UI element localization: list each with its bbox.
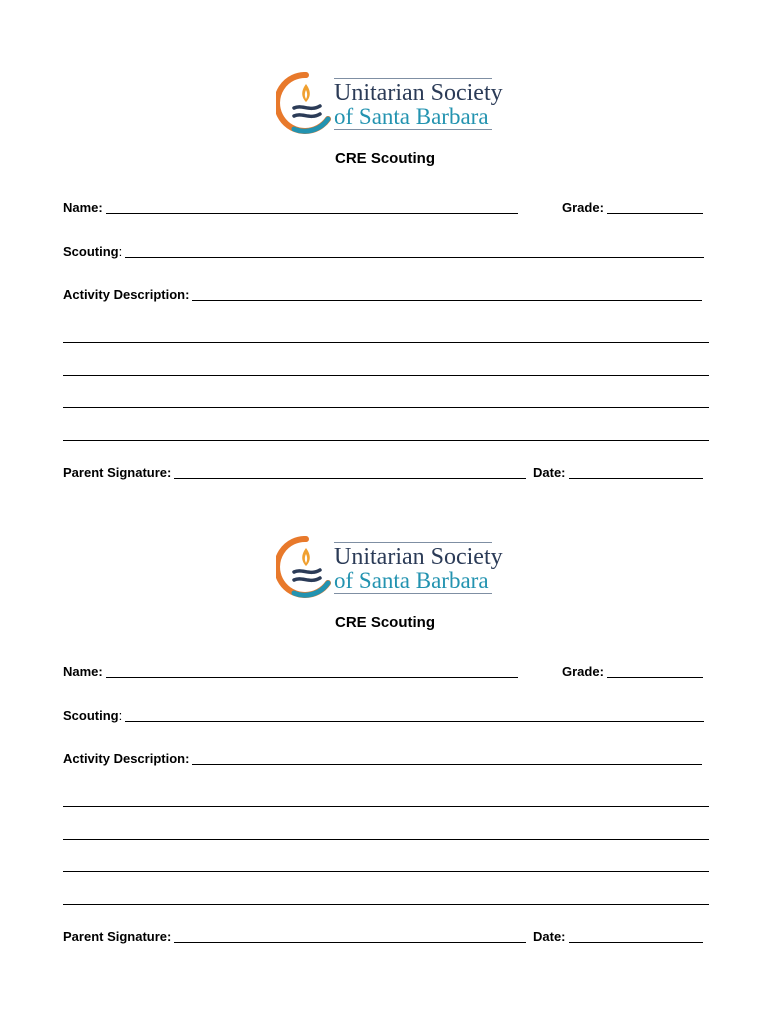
writing-line[interactable] <box>63 375 709 376</box>
date-blank[interactable] <box>569 930 703 943</box>
grade-blank[interactable] <box>607 665 703 678</box>
activity-field <box>63 287 702 302</box>
form-2 <box>0 536 770 1006</box>
form-title: CRE Scouting <box>335 150 435 167</box>
chalice-logo-icon <box>276 536 336 598</box>
scouting-label: Scouting: <box>63 708 123 723</box>
grade-blank[interactable] <box>607 201 703 214</box>
parent-signature-blank[interactable] <box>174 466 526 479</box>
writing-line[interactable] <box>63 871 709 872</box>
name-label: Name: <box>63 664 103 679</box>
name-blank[interactable] <box>106 201 518 214</box>
logo-text-line2: of Santa Barbara <box>334 104 489 129</box>
name-label: Name: <box>63 200 103 215</box>
parent-signature-label: Parent Signature: <box>63 929 172 944</box>
logo-rule-bottom <box>334 129 492 130</box>
logo-text-line1: Unitarian Society <box>334 80 503 106</box>
parent-signature-blank[interactable] <box>174 930 526 943</box>
date-label: Date: <box>533 465 566 480</box>
activity-blank[interactable] <box>192 752 702 765</box>
parent-signature-field <box>63 465 526 480</box>
logo <box>276 536 503 600</box>
writing-line[interactable] <box>63 407 709 408</box>
name-field <box>63 664 518 679</box>
date-field <box>533 929 703 944</box>
scouting-blank[interactable] <box>125 245 704 258</box>
activity-field <box>63 751 702 766</box>
logo <box>276 72 503 136</box>
date-field <box>533 465 703 480</box>
logo-text-line2: of Santa Barbara <box>334 568 489 593</box>
scouting-blank[interactable] <box>125 709 704 722</box>
form-title: CRE Scouting <box>335 614 435 631</box>
logo-text-line1: Unitarian Society <box>334 544 503 570</box>
writing-line[interactable] <box>63 904 709 905</box>
name-field <box>63 200 518 215</box>
scouting-field <box>63 708 704 723</box>
writing-line[interactable] <box>63 839 709 840</box>
parent-signature-field <box>63 929 526 944</box>
form-1 <box>0 72 770 542</box>
activity-label: Activity Description: <box>63 287 190 302</box>
logo-rule-top <box>334 78 492 79</box>
writing-line[interactable] <box>63 440 709 441</box>
logo-rule-top <box>334 542 492 543</box>
grade-field <box>562 200 703 215</box>
name-blank[interactable] <box>106 665 518 678</box>
activity-blank[interactable] <box>192 288 702 301</box>
writing-line[interactable] <box>63 342 709 343</box>
grade-label: Grade: <box>562 200 604 215</box>
date-label: Date: <box>533 929 566 944</box>
chalice-logo-icon <box>276 72 336 134</box>
grade-label: Grade: <box>562 664 604 679</box>
activity-label: Activity Description: <box>63 751 190 766</box>
writing-line[interactable] <box>63 806 709 807</box>
scouting-label: Scouting: <box>63 244 123 259</box>
scouting-field <box>63 244 704 259</box>
grade-field <box>562 664 703 679</box>
date-blank[interactable] <box>569 466 703 479</box>
parent-signature-label: Parent Signature: <box>63 465 172 480</box>
logo-rule-bottom <box>334 593 492 594</box>
